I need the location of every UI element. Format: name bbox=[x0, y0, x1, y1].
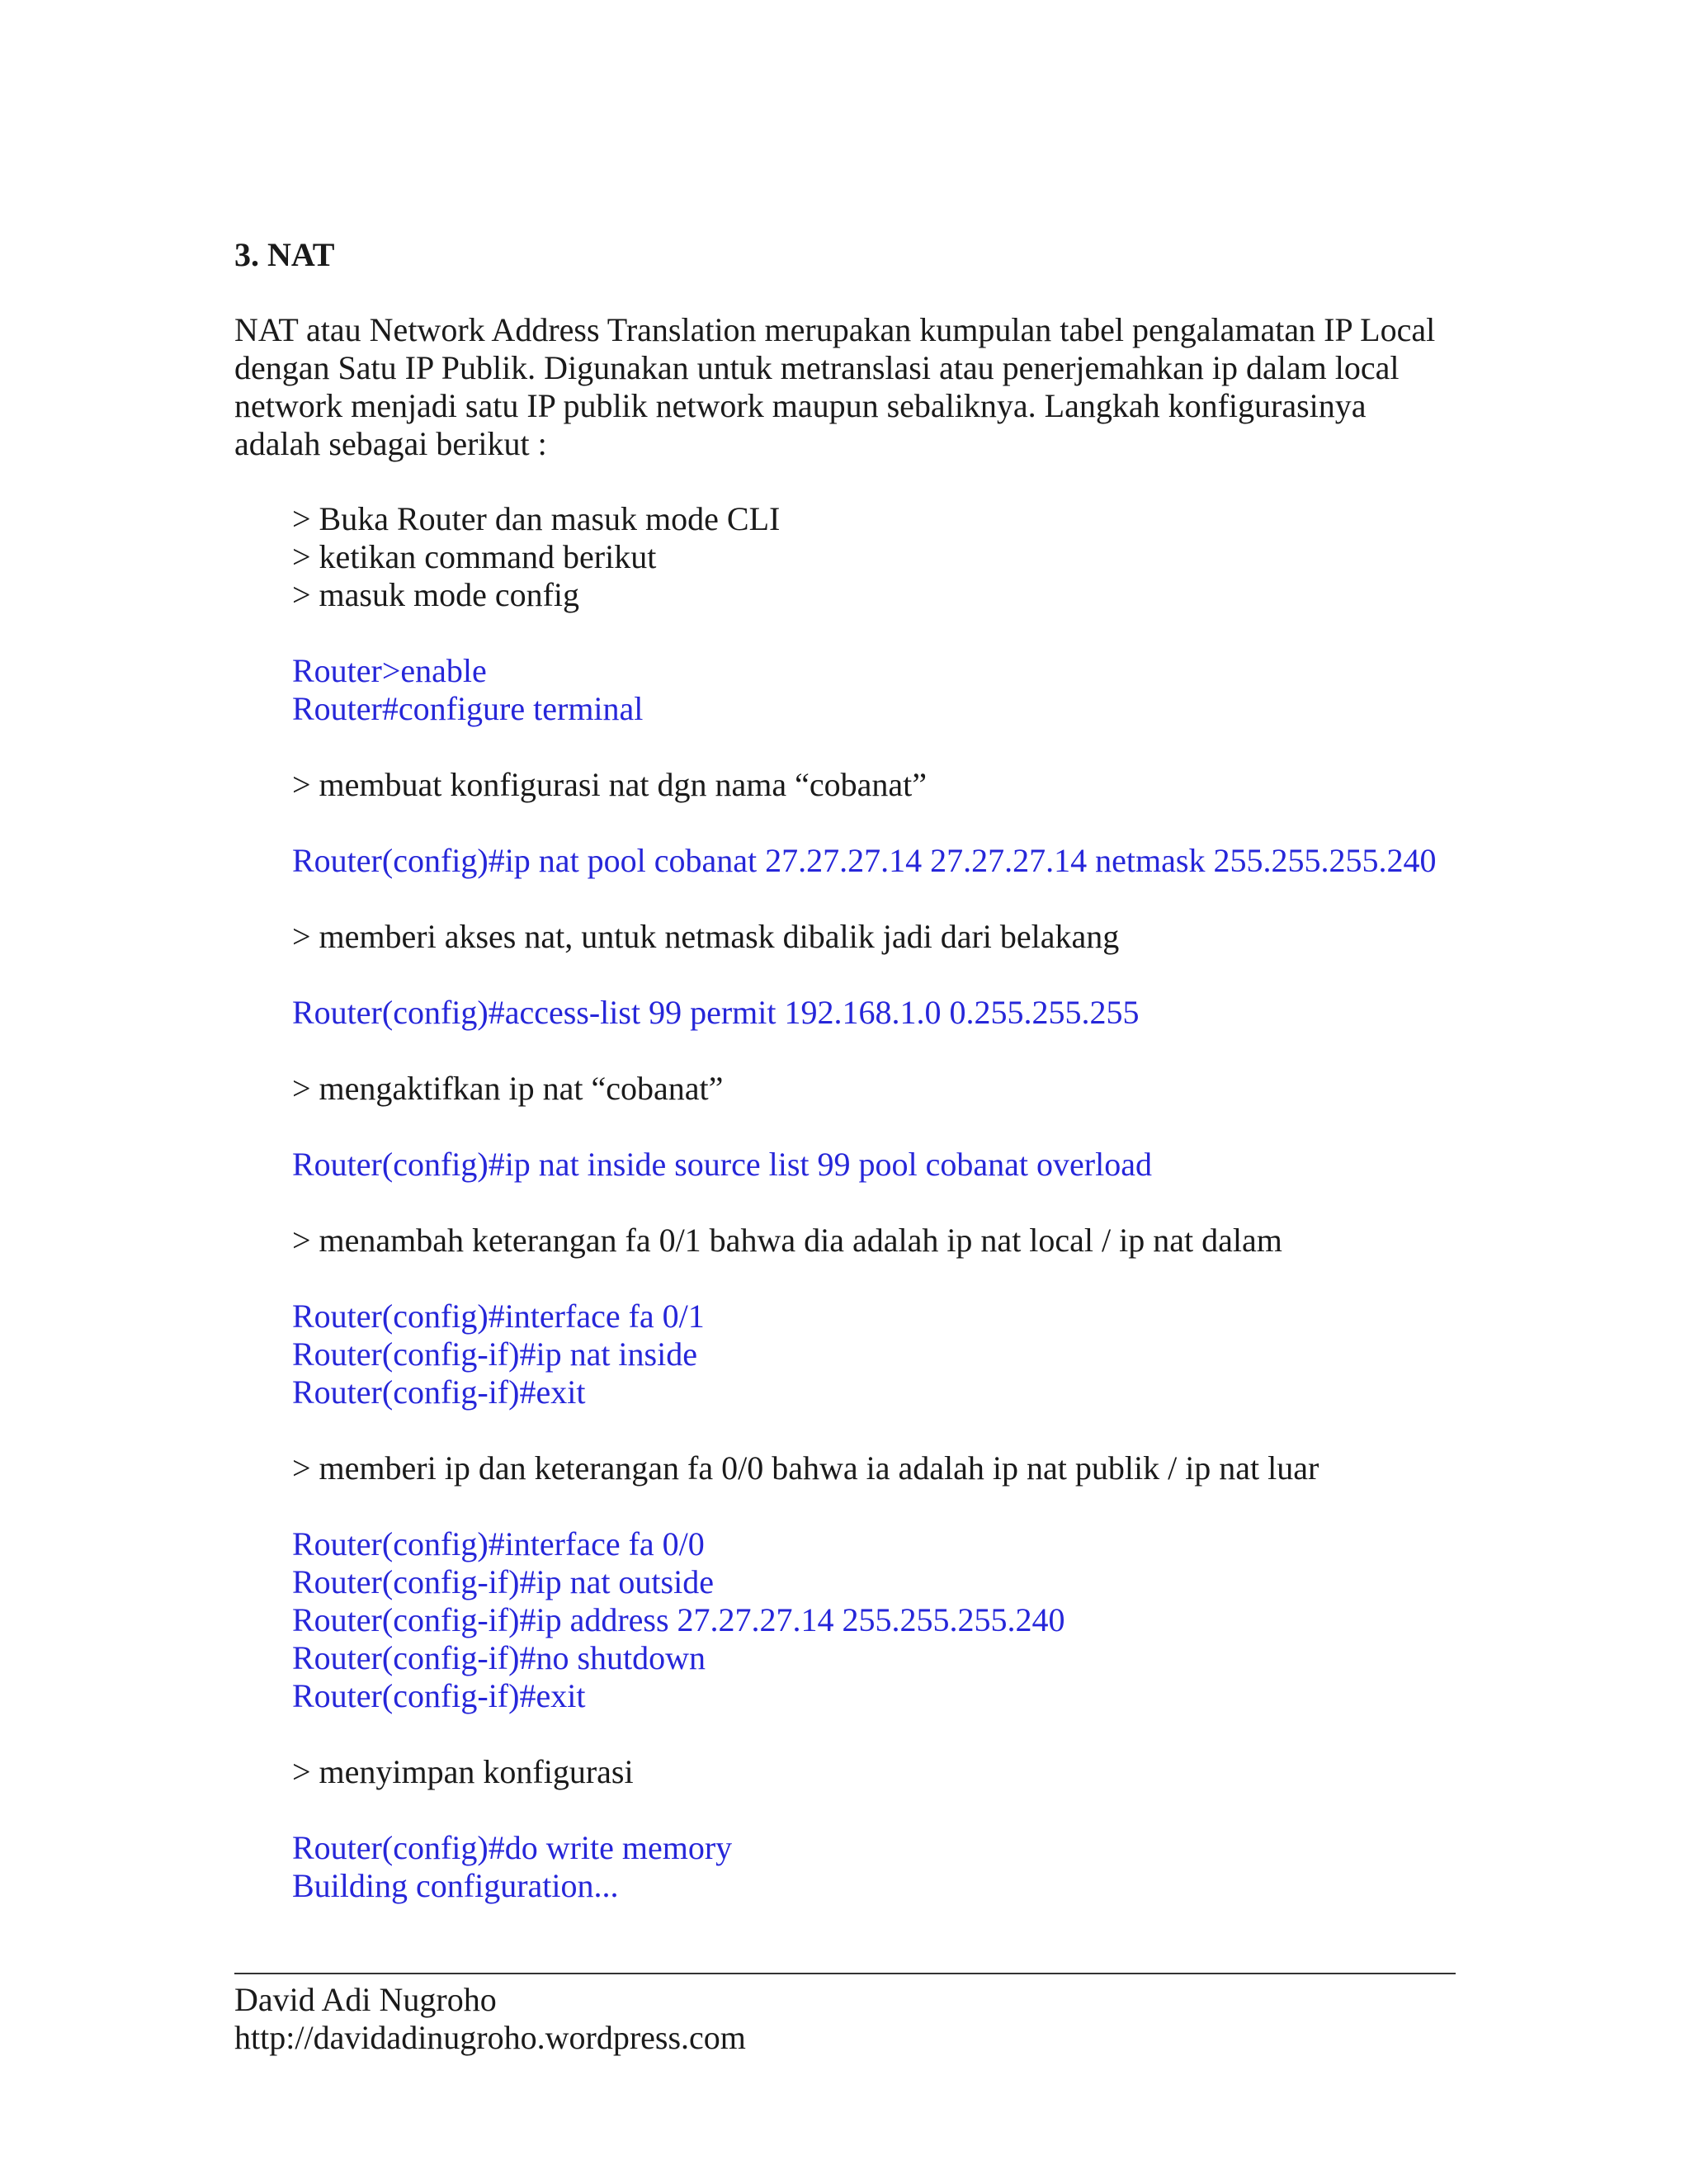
intro-line-1: NAT atau Network Address Translation merupakan kumpulan tabel pengalamatan IP Local bbox=[234, 311, 1436, 348]
command-line: Router(config-if)#no shutdown bbox=[292, 1639, 706, 1676]
footer-divider bbox=[234, 1973, 1456, 1974]
command-line: Router(config)#ip nat inside source list 99 pool cobanat overload bbox=[292, 1146, 1152, 1183]
step-line-2: > ketikan command berikut bbox=[292, 538, 657, 575]
instruction-note: > menyimpan konfigurasi bbox=[292, 1753, 634, 1790]
command-line: Router(config-if)#ip address 27.27.27.14 255.255.255.240 bbox=[292, 1601, 1065, 1638]
command-line: Router(config)#interface fa 0/0 bbox=[292, 1525, 705, 1562]
command-line: Router(config)#ip nat pool cobanat 27.27.27.14 27.27.27.14 netmask 255.255.255.240 bbox=[292, 842, 1437, 879]
instruction-note: > membuat konfigurasi nat dgn nama “cobanat” bbox=[292, 766, 927, 803]
intro-line-2: dengan Satu IP Publik. Digunakan untuk metranslasi atau penerjemahkan ip dalam local bbox=[234, 349, 1400, 386]
command-line: Router(config)#interface fa 0/1 bbox=[292, 1298, 705, 1335]
command-line: Router(config-if)#exit bbox=[292, 1677, 586, 1714]
intro-line-4: adalah sebagai berikut : bbox=[234, 425, 547, 462]
command-line: Router(config-if)#exit bbox=[292, 1373, 586, 1411]
command-line: Router(config)#access-list 99 permit 192.168.1.0 0.255.255.255 bbox=[292, 994, 1140, 1031]
command-line: Router(config-if)#ip nat inside bbox=[292, 1335, 697, 1373]
footer-author: David Adi Nugroho bbox=[234, 1981, 497, 2018]
command-line: Router(config)#do write memory bbox=[292, 1829, 733, 1866]
section-heading: 3. NAT bbox=[234, 236, 335, 273]
intro-line-3: network menjadi satu IP publik network maupun sebaliknya. Langkah konfigurasinya bbox=[234, 387, 1367, 424]
instruction-note: > menambah keterangan fa 0/1 bahwa dia adalah ip nat local / ip nat dalam bbox=[292, 1222, 1282, 1259]
step-line-1: > Buka Router dan masuk mode CLI bbox=[292, 500, 781, 537]
instruction-note: > memberi akses nat, untuk netmask dibalik jadi dari belakang bbox=[292, 918, 1120, 955]
command-line: Router>enable bbox=[292, 652, 487, 689]
step-line-3: > masuk mode config bbox=[292, 576, 580, 613]
instruction-note: > memberi ip dan keterangan fa 0/0 bahwa ia adalah ip nat publik / ip nat luar bbox=[292, 1449, 1319, 1487]
command-line: Router(config-if)#ip nat outside bbox=[292, 1563, 714, 1600]
command-line: Building configuration... bbox=[292, 1867, 619, 1904]
footer-url[interactable]: http://davidadinugroho.wordpress.com bbox=[234, 2019, 746, 2056]
command-line: Router#configure terminal bbox=[292, 690, 644, 727]
instruction-note: > mengaktifkan ip nat “cobanat” bbox=[292, 1070, 724, 1107]
